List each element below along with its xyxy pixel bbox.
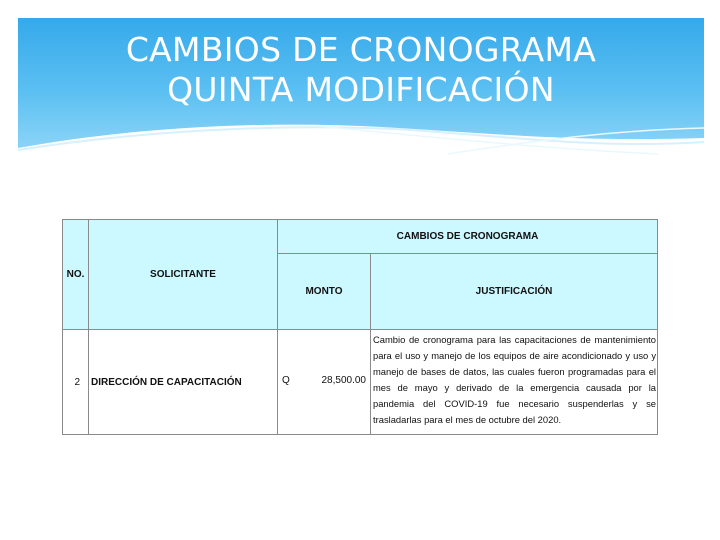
row-solicitante: DIRECCIÓN DE CAPACITACIÓN	[89, 330, 278, 435]
column-header-monto: MONTO	[278, 254, 371, 330]
row-no: 2	[63, 330, 89, 435]
row-monto	[278, 330, 371, 435]
banner-wave-decoration	[18, 118, 704, 158]
group-header-cambios: CAMBIOS DE CRONOGRAMA	[278, 220, 658, 254]
title-line-2: QUINTA MODIFICACIÓN	[167, 70, 555, 109]
schedule-changes-table-wrapper	[62, 219, 658, 435]
currency-symbol: Q	[282, 375, 290, 386]
table-row	[63, 330, 658, 435]
row-justificacion: Cambio de cronograma para las capacitaciones de mantenimiento para el uso y manejo de los equipos de aire acondicionado y uso y manejo de bases de datos, las cuales fueron programadas para el mes de mayo y derivado de la emergencia causada por la pandemia del COVID-19 fue necesario suspenderlas y se trasladarlas para el mes de octubre del 2020.	[371, 330, 658, 435]
column-header-solicitante: SOLICITANTE	[89, 220, 278, 330]
slide-title	[18, 30, 704, 110]
column-header-justificacion: JUSTIFICACIÓN	[371, 254, 658, 330]
amount-value: 28,500.00	[321, 375, 366, 386]
schedule-changes-table	[62, 219, 658, 435]
column-header-no: NO.	[63, 220, 89, 330]
title-line-1: CAMBIOS DE CRONOGRAMA	[125, 30, 597, 69]
